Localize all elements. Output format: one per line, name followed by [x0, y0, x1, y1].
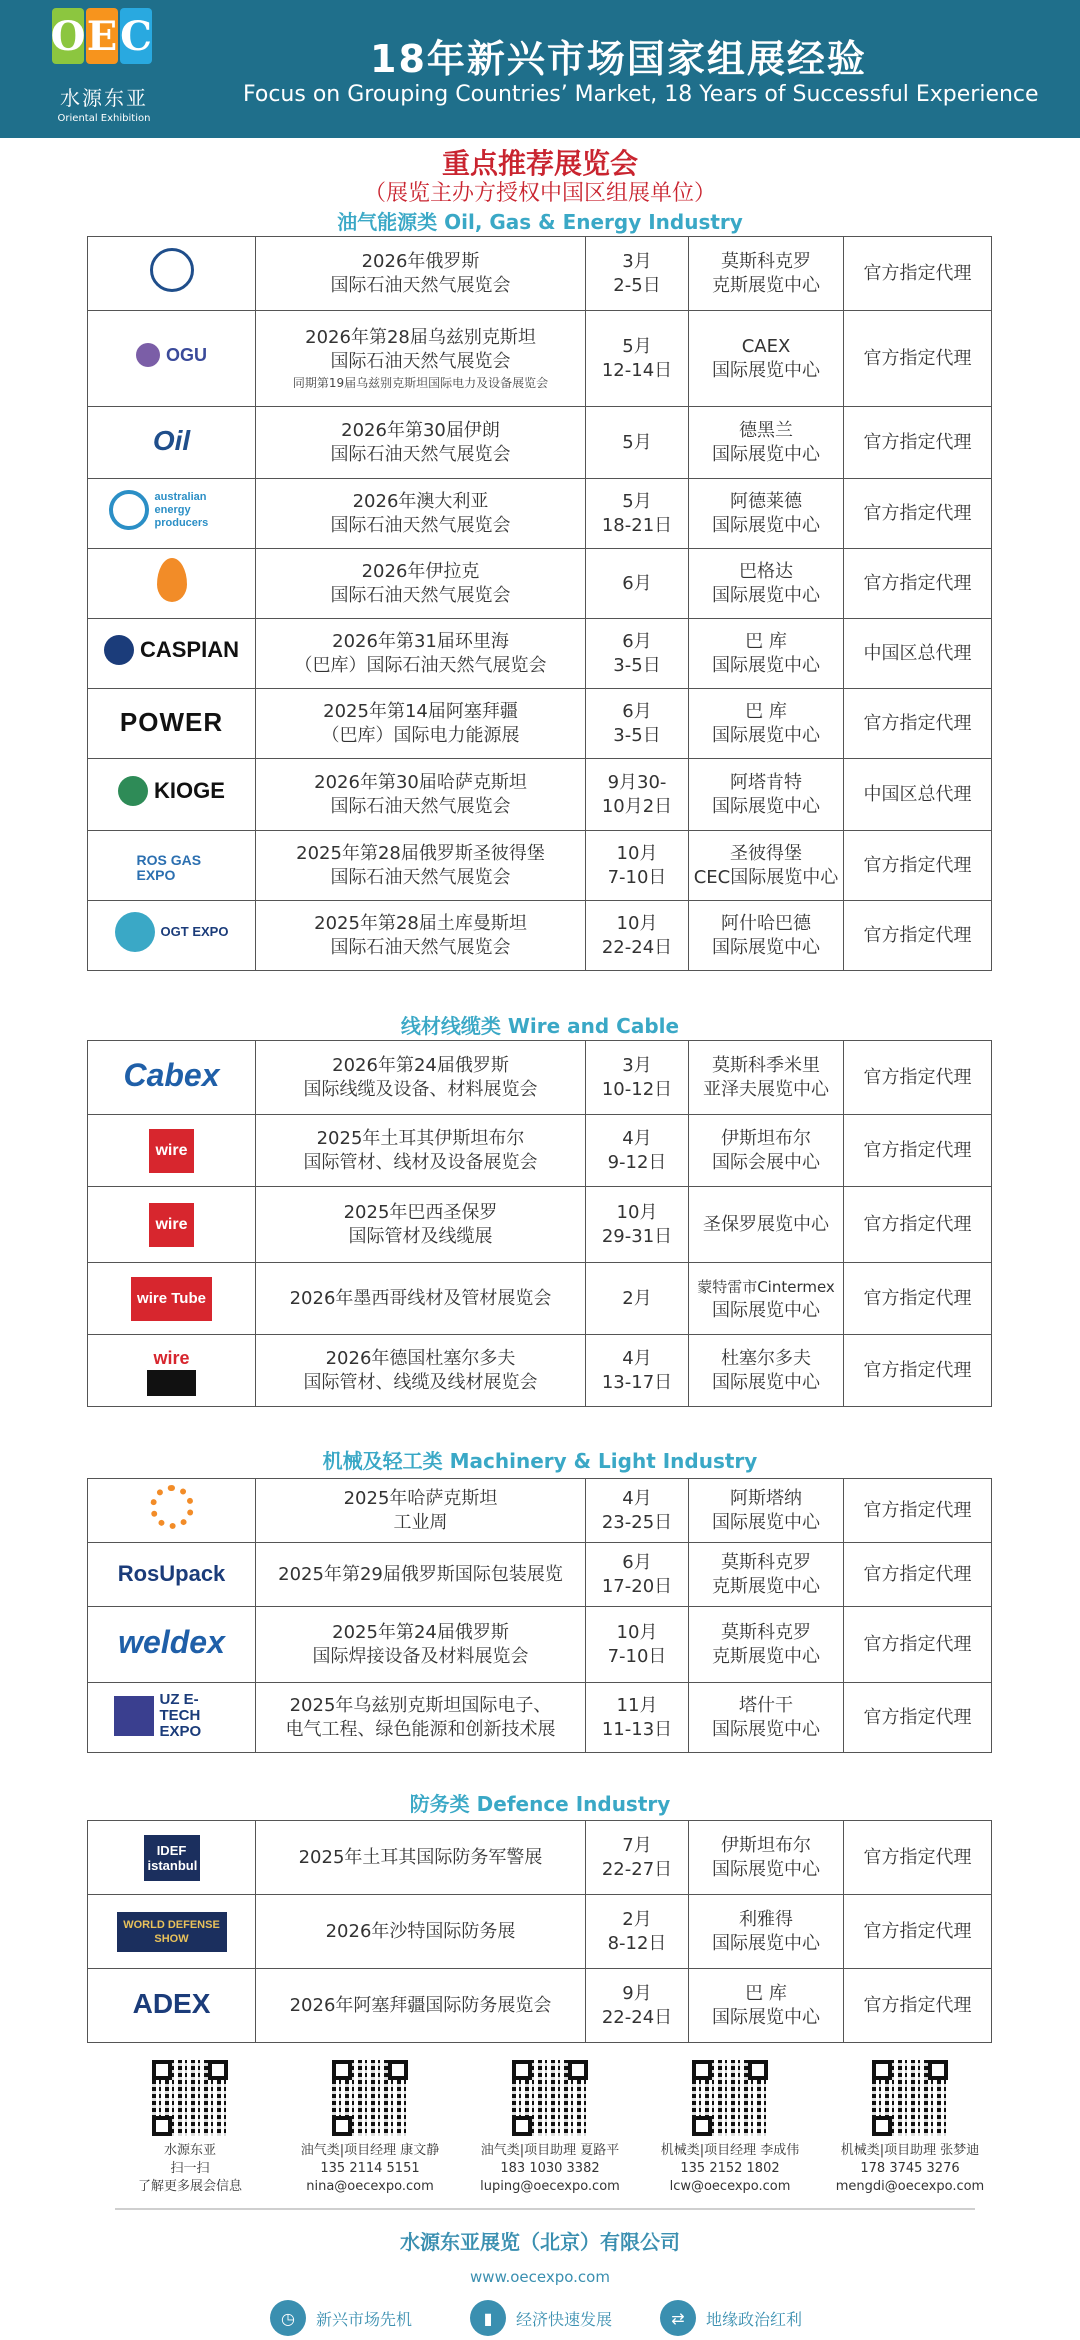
agent-type: 官方指定代理 — [844, 1115, 992, 1187]
agent-type: 官方指定代理 — [844, 689, 992, 759]
exhibition-row — [88, 759, 992, 831]
exhibition-logo: ROS GAS EXPO — [88, 831, 256, 901]
agent-type: 官方指定代理 — [844, 1041, 992, 1115]
exhibition-logo: OGT EXPO — [88, 901, 256, 971]
exhibition-date: 6月 — [586, 549, 689, 619]
exhibition-name: 2026年第28届乌兹别克斯坦 国际石油天然气展览会 同期第19届乌兹别克斯坦国际电力及设备展览会 — [256, 311, 586, 407]
exhibition-name: 2025年第29届俄罗斯国际包装展览 — [256, 1543, 586, 1607]
exhibition-name: 2026年第31届环里海 （巴库）国际石油天然气展览会 — [256, 619, 586, 689]
exhibition-logo: IDEF istanbul — [88, 1821, 256, 1895]
exhibition-logo: CASPIAN — [88, 619, 256, 689]
exhibition-venue: 巴 库 国际展览中心 — [689, 689, 844, 759]
exchange-icon: ⇄ — [660, 2300, 696, 2336]
exhibition-venue: 巴格达 国际展览中心 — [689, 549, 844, 619]
logo-cn-text: 水源东亚 — [60, 86, 148, 110]
exhibition-logo: Oil — [88, 407, 256, 479]
slogan-item — [660, 2300, 802, 2336]
exhibition-row — [88, 619, 992, 689]
slogan-text: 经济快速发展 — [516, 2309, 613, 2329]
exhibition-logo: UZ E-TECH EXPO — [88, 1683, 256, 1753]
exhibition-venue: 阿什哈巴德 国际展览中心 — [689, 901, 844, 971]
exhibition-venue: 利雅得 国际展览中心 — [689, 1895, 844, 1969]
exhibition-venue: 阿德莱德 国际展览中心 — [689, 479, 844, 549]
contact-line: 水源东亚 — [163, 2143, 216, 2158]
exhibition-logo: wire — [88, 1115, 256, 1187]
logo-letter: E — [86, 8, 118, 64]
logo-letter: C — [120, 8, 152, 64]
exhibition-row — [88, 1607, 992, 1683]
section-title-machinery: 机械及轻工类 Machinery & Light Industry — [322, 1449, 758, 1473]
section-title-defence: 防务类 Defence Industry — [409, 1792, 671, 1816]
exhibition-date: 3月 2-5日 — [586, 237, 689, 311]
contact-email[interactable]: lcw@oecexpo.com — [669, 2179, 791, 2194]
exhibition-logo: WORLD DEFENSE SHOW — [88, 1895, 256, 1969]
agent-type: 官方指定代理 — [844, 1543, 992, 1607]
exhibition-date: 3月 10-12日 — [586, 1041, 689, 1115]
slogan-text: 新兴市场先机 — [316, 2309, 413, 2329]
qr-code[interactable] — [152, 2060, 228, 2136]
exhibition-date: 10月 29-31日 — [586, 1187, 689, 1263]
exhibition-date: 5月 12-14日 — [586, 311, 689, 407]
contact-email[interactable]: nina@oecexpo.com — [306, 2179, 434, 2194]
contact-name: 油气类|项目经理 康文静 — [300, 2143, 440, 2158]
exhibition-row — [88, 1263, 992, 1335]
exhibition-venue: 巴 库 国际展览中心 — [689, 1969, 844, 2043]
exhibition-row — [88, 1683, 992, 1753]
header-banner — [0, 0, 1080, 138]
contact-item — [280, 2060, 460, 2196]
exhibition-venue: 塔什干 国际展览中心 — [689, 1683, 844, 1753]
exhibition-date: 10月 7-10日 — [586, 1607, 689, 1683]
footer-divider — [115, 2208, 975, 2210]
exhibition-venue: CAEX 国际展览中心 — [689, 311, 844, 407]
exhibition-name: 2025年哈萨克斯坦 工业周 — [256, 1479, 586, 1543]
page-subtitle: （展览主办方授权中国区组展单位） — [363, 181, 716, 206]
contact-item — [640, 2060, 820, 2196]
qr-code[interactable] — [512, 2060, 588, 2136]
section-title-oil-gas: 油气能源类 Oil, Gas & Energy Industry — [337, 210, 743, 234]
exhibition-name: 2026年第24届俄罗斯 国际线缆及设备、材料展览会 — [256, 1041, 586, 1115]
exhibition-logo: Cabex — [88, 1041, 256, 1115]
exhibition-logo — [88, 237, 256, 311]
exhibition-date: 2月 8-12日 — [586, 1895, 689, 1969]
exhibition-date: 10月 22-24日 — [586, 901, 689, 971]
header-title: 18年新兴市场国家组展经验 — [370, 37, 867, 81]
exhibition-date: 4月 13-17日 — [586, 1335, 689, 1407]
agent-type: 官方指定代理 — [844, 1895, 992, 1969]
exhibition-name: 2025年土耳其国际防务军警展 — [256, 1821, 586, 1895]
exhibition-row — [88, 689, 992, 759]
exhibition-logo: wire — [88, 1187, 256, 1263]
exhibition-name: 2025年第24届俄罗斯 国际焊接设备及材料展览会 — [256, 1607, 586, 1683]
agent-type: 官方指定代理 — [844, 1969, 992, 2043]
exhibition-row — [88, 479, 992, 549]
slogan-text: 地缘政治红利 — [706, 2309, 803, 2329]
exhibition-venue: 阿斯塔纳 国际展览中心 — [689, 1479, 844, 1543]
contact-phone: 135 2152 1802 — [680, 2161, 780, 2176]
exhibition-date: 9月 22-24日 — [586, 1969, 689, 2043]
exhibition-row — [88, 1969, 992, 2043]
section-title-wire-cable: 线材线缆类 Wire and Cable — [400, 1014, 680, 1038]
exhibition-date: 5月 18-21日 — [586, 479, 689, 549]
qr-code[interactable] — [872, 2060, 948, 2136]
contact-email[interactable]: mengdi@oecexpo.com — [835, 2179, 985, 2194]
exhibition-logo: OGU — [88, 311, 256, 407]
contact-name: 机械类|项目经理 李成伟 — [660, 2143, 800, 2158]
exhibition-row — [88, 407, 992, 479]
defence-table — [87, 1820, 992, 2043]
oil-gas-table — [87, 236, 992, 971]
exhibition-venue: 莫斯科克罗 克斯展览中心 — [689, 237, 844, 311]
exhibition-row — [88, 831, 992, 901]
contact-item — [460, 2060, 640, 2196]
exhibition-venue: 莫斯科季米里 亚泽夫展览中心 — [689, 1041, 844, 1115]
exhibition-venue: 伊斯坦布尔 国际展览中心 — [689, 1821, 844, 1895]
company-website[interactable]: www.oecexpo.com — [470, 2268, 610, 2286]
exhibition-venue: 伊斯坦布尔 国际会展中心 — [689, 1115, 844, 1187]
exhibition-venue: 巴 库 国际展览中心 — [689, 619, 844, 689]
qr-code[interactable] — [332, 2060, 408, 2136]
exhibition-row — [88, 1041, 992, 1115]
machinery-table — [87, 1478, 992, 1753]
agent-type: 官方指定代理 — [844, 1479, 992, 1543]
exhibition-date: 4月 23-25日 — [586, 1479, 689, 1543]
exhibition-name: 2025年第28届土库曼斯坦 国际石油天然气展览会 — [256, 901, 586, 971]
exhibition-date: 5月 — [586, 407, 689, 479]
exhibition-date: 4月 9-12日 — [586, 1115, 689, 1187]
exhibition-row — [88, 901, 992, 971]
bar-chart-icon: ▮ — [470, 2300, 506, 2336]
header-subtitle: Focus on Grouping Countries’ Market, 18 Years of Successful Experience — [243, 82, 1039, 107]
exhibition-logo: RosUpack — [88, 1543, 256, 1607]
agent-type: 官方指定代理 — [844, 1263, 992, 1335]
exhibition-logo — [88, 1479, 256, 1543]
exhibition-name: 2025年乌兹别克斯坦国际电子、 电气工程、绿色能源和创新技术展 — [256, 1683, 586, 1753]
exhibition-row — [88, 1187, 992, 1263]
agent-type: 官方指定代理 — [844, 479, 992, 549]
qr-code[interactable] — [692, 2060, 768, 2136]
exhibition-logo: australian energy producers — [88, 479, 256, 549]
slogan-item — [470, 2300, 612, 2336]
page-title: 重点推荐展览会 — [441, 147, 638, 180]
exhibition-name: 2026年阿塞拜疆国际防务展览会 — [256, 1969, 586, 2043]
exhibition-name: 2026年德国杜塞尔多夫 国际管材、线缆及线材展览会 — [256, 1335, 586, 1407]
agent-type: 官方指定代理 — [844, 549, 992, 619]
exhibition-name: 2026年第30届伊朗 国际石油天然气展览会 — [256, 407, 586, 479]
exhibition-venue: 圣彼得堡 CEC国际展览中心 — [689, 831, 844, 901]
exhibition-row — [88, 237, 992, 311]
exhibition-venue: 圣保罗展览中心 — [689, 1187, 844, 1263]
exhibition-name: 2026年澳大利亚 国际石油天然气展览会 — [256, 479, 586, 549]
clock-icon: ◷ — [270, 2300, 306, 2336]
exhibition-venue: 杜塞尔多夫 国际展览中心 — [689, 1335, 844, 1407]
exhibition-row — [88, 1895, 992, 1969]
exhibition-row — [88, 1335, 992, 1407]
exhibition-logo: wire Tube — [88, 1263, 256, 1335]
exhibition-name: 2025年第28届俄罗斯圣彼得堡 国际石油天然气展览会 — [256, 831, 586, 901]
slogan-item — [270, 2300, 412, 2336]
company-name: 水源东亚展览（北京）有限公司 — [400, 2230, 680, 2254]
exhibition-venue: 莫斯科克罗 克斯展览中心 — [689, 1543, 844, 1607]
exhibition-logo — [88, 549, 256, 619]
exhibition-name: 2025年巴西圣保罗 国际管材及线缆展 — [256, 1187, 586, 1263]
contact-item — [820, 2060, 1000, 2196]
exhibition-venue: 蒙特雷市Cintermex 国际展览中心 — [689, 1263, 844, 1335]
exhibition-row — [88, 549, 992, 619]
agent-type: 官方指定代理 — [844, 1683, 992, 1753]
exhibition-logo: ADEX — [88, 1969, 256, 2043]
exhibition-name: 2026年第30届哈萨克斯坦 国际石油天然气展览会 — [256, 759, 586, 831]
exhibition-name: 2025年第14届阿塞拜疆 （巴库）国际电力能源展 — [256, 689, 586, 759]
agent-type: 中国区总代理 — [844, 619, 992, 689]
exhibition-logo: KIOGE — [88, 759, 256, 831]
contact-name: 油气类|项目助理 夏路平 — [480, 2143, 620, 2158]
exhibition-date: 2月 — [586, 1263, 689, 1335]
exhibition-row — [88, 1479, 992, 1543]
exhibition-date: 6月 3-5日 — [586, 689, 689, 759]
exhibition-name: 2026年伊拉克 国际石油天然气展览会 — [256, 549, 586, 619]
exhibition-date: 11月 11-13日 — [586, 1683, 689, 1753]
agent-type: 中国区总代理 — [844, 759, 992, 831]
agent-type: 官方指定代理 — [844, 1607, 992, 1683]
agent-type: 官方指定代理 — [844, 1187, 992, 1263]
exhibition-date: 9月30- 10月2日 — [586, 759, 689, 831]
agent-type: 官方指定代理 — [844, 407, 992, 479]
contact-line: 了解更多展会信息 — [137, 2179, 242, 2194]
agent-type: 官方指定代理 — [844, 237, 992, 311]
exhibition-row — [88, 1543, 992, 1607]
contact-name: 机械类|项目助理 张梦迪 — [840, 2143, 980, 2158]
oec-logo — [52, 8, 156, 128]
contact-item — [100, 2060, 280, 2196]
logo-letter: O — [52, 8, 84, 64]
exhibition-name: 2026年俄罗斯 国际石油天然气展览会 — [256, 237, 586, 311]
exhibition-venue: 莫斯科克罗 克斯展览中心 — [689, 1607, 844, 1683]
exhibition-name: 2026年沙特国际防务展 — [256, 1895, 586, 1969]
exhibition-date: 6月 3-5日 — [586, 619, 689, 689]
exhibition-row — [88, 311, 992, 407]
agent-type: 官方指定代理 — [844, 901, 992, 971]
exhibition-logo: weldex — [88, 1607, 256, 1683]
exhibition-row — [88, 1115, 992, 1187]
exhibition-logo: wire — [88, 1335, 256, 1407]
slogan-row — [270, 2300, 870, 2340]
contact-line: 扫一扫 — [170, 2161, 210, 2176]
wire-cable-table — [87, 1040, 992, 1407]
agent-type: 官方指定代理 — [844, 1821, 992, 1895]
exhibition-date: 7月 22-27日 — [586, 1821, 689, 1895]
contact-phone: 178 3745 3276 — [860, 2161, 960, 2176]
exhibition-name: 2026年墨西哥线材及管材展览会 — [256, 1263, 586, 1335]
exhibition-logo: POWER — [88, 689, 256, 759]
exhibition-date: 6月 17-20日 — [586, 1543, 689, 1607]
exhibition-date: 10月 7-10日 — [586, 831, 689, 901]
agent-type: 官方指定代理 — [844, 831, 992, 901]
exhibition-venue: 阿塔肯特 国际展览中心 — [689, 759, 844, 831]
contact-phone: 183 1030 3382 — [500, 2161, 600, 2176]
contact-phone: 135 2114 5151 — [320, 2161, 420, 2176]
contact-email[interactable]: luping@oecexpo.com — [480, 2179, 620, 2194]
logo-en-text: Oriental Exhibition — [57, 113, 151, 124]
exhibition-row — [88, 1821, 992, 1895]
agent-type: 官方指定代理 — [844, 311, 992, 407]
agent-type: 官方指定代理 — [844, 1335, 992, 1407]
exhibition-venue: 德黑兰 国际展览中心 — [689, 407, 844, 479]
exhibition-name: 2025年土耳其伊斯坦布尔 国际管材、线材及设备展览会 — [256, 1115, 586, 1187]
